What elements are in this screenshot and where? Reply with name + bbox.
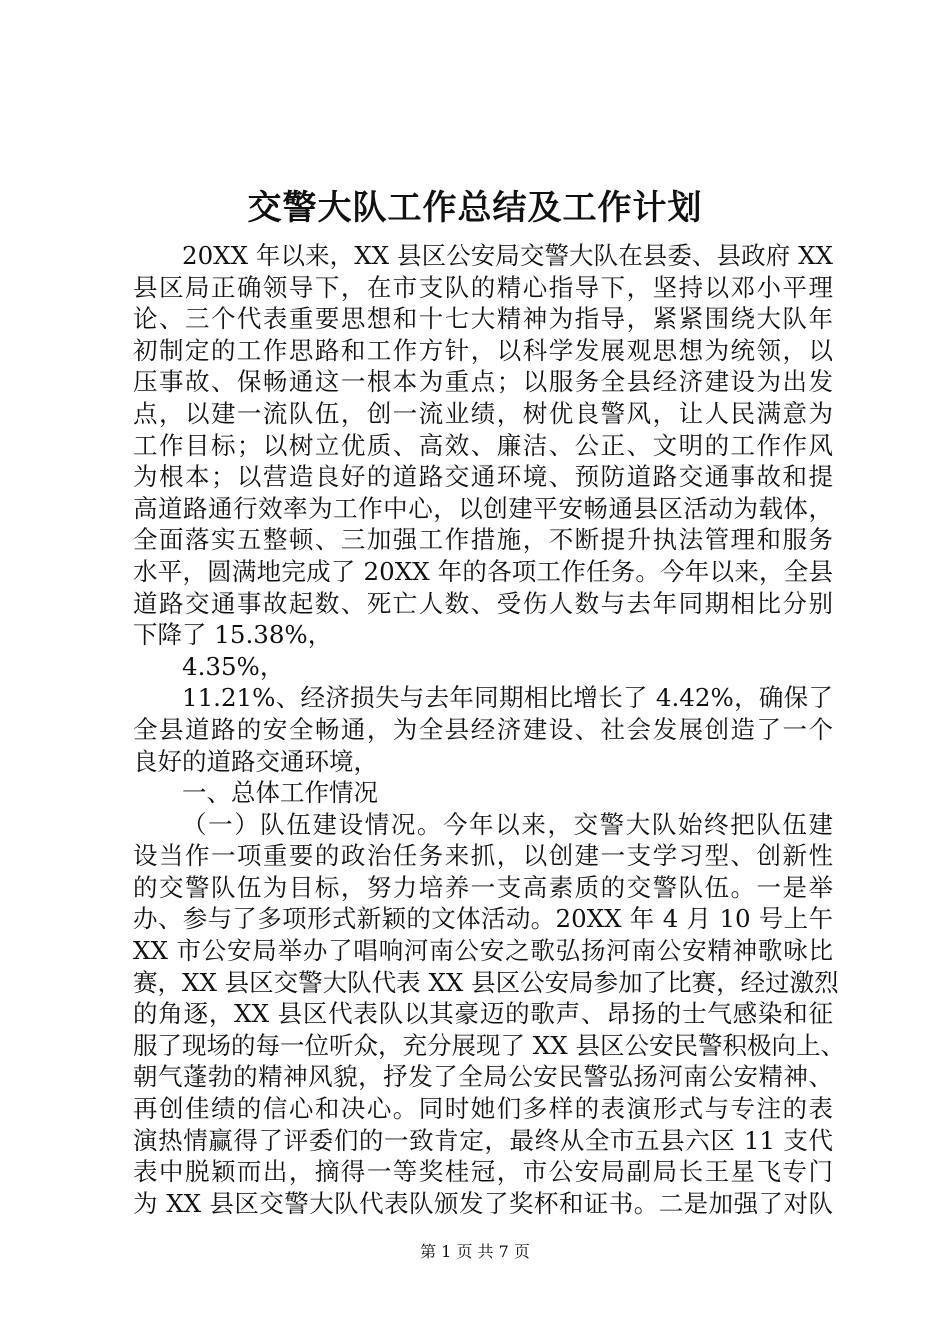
body-line: 演热情赢得了评委们的一致肯定，最终从全市五县六区 11 支代: [133, 1125, 833, 1155]
document-title: 交警大队工作总结及工作计划: [247, 188, 703, 228]
body-line: 赛，XX 县区交警大队代表 XX 县区公安局参加了比赛，经过激烈: [133, 967, 839, 997]
body-line: 4.35%，: [182, 651, 285, 681]
body-line: 设当作一项重要的政治任务来抓，以创建一支学习型、创新性: [133, 841, 833, 871]
body-line: 论、三个代表重要思想和十七大精神为指导，紧紧围绕大队年: [133, 304, 833, 334]
body-line: 再创佳绩的信心和决心。同时她们多样的表演形式与专注的表: [133, 1094, 833, 1124]
body-line: 高道路通行效率为工作中心，以创建平安畅通县区活动为载体，: [133, 493, 833, 523]
body-line: 道路交通事故起数、死亡人数、受伤人数与去年同期相比分别: [133, 588, 833, 618]
body-line: 的交警队伍为目标，努力培养一支高素质的交警队伍。一是举: [133, 872, 833, 902]
body-line: 水平，圆满地完成了 20XX 年的各项工作任务。今年以来，全县: [133, 556, 833, 586]
body-line: 20XX 年以来，XX 县区公安局交警大队在县委、县政府 XX: [182, 241, 833, 270]
body-line: 点，以建一流队伍，创一流业绩，树优良警风，让人民满意为: [133, 398, 833, 428]
body-line: 下降了 15.38%，: [133, 620, 333, 650]
body-line: 表中脱颖而出，摘得一等奖桂冠，市公安局副局长王星飞专门: [133, 1157, 833, 1187]
body-line: 县区局正确领导下，在市支队的精心指导下，坚持以邓小平理: [133, 272, 833, 302]
body-line: XX 市公安局举办了唱响河南公安之歌弘扬河南公安精神歌咏比: [133, 936, 833, 966]
body-line: 朝气蓬勃的精神风貌，抒发了全局公安民警弘扬河南公安精神、: [133, 1062, 833, 1092]
body-line: 11.21%、经济损失与去年同期相比增长了 4.42%，确保了: [182, 683, 833, 713]
section-heading: 一、总体工作情况: [182, 778, 378, 808]
page-footer: 第 1 页 共 7 页: [420, 1242, 530, 1261]
body-line: 为根本；以营造良好的道路交通环境、预防道路交通事故和提: [133, 462, 833, 492]
document-body: [133, 240, 845, 1219]
body-line: 全面落实五整顿、三加强工作措施，不断提升执法管理和服务: [133, 525, 833, 555]
body-line: 办、参与了多项形式新颖的文体活动。20XX 年 4 月 10 号上午: [133, 904, 833, 934]
body-line: 初制定的工作思路和工作方针，以科学发展观思想为统领，以: [133, 335, 833, 365]
body-line: （一）队伍建设情况。今年以来，交警大队始终把队伍建: [182, 809, 833, 839]
body-line: 压事故、保畅通这一根本为重点；以服务全县经济建设为出发: [133, 367, 833, 397]
body-line: 全县道路的安全畅通，为全县经济建设、社会发展创造了一个: [133, 714, 833, 744]
body-line: 工作目标；以树立优质、高效、廉洁、公正、文明的工作作风: [133, 430, 833, 460]
body-line: 的角逐，XX 县区代表队以其豪迈的歌声、昂扬的士气感染和征: [133, 999, 833, 1029]
body-line: 良好的道路交通环境，: [133, 746, 378, 776]
body-line: 服了现场的每一位听众，充分展现了 XX 县区公安民警积极向上、: [133, 1030, 845, 1060]
body-line: 为 XX 县区交警大队代表队颁发了奖杯和证书。二是加强了对队: [133, 1188, 833, 1218]
